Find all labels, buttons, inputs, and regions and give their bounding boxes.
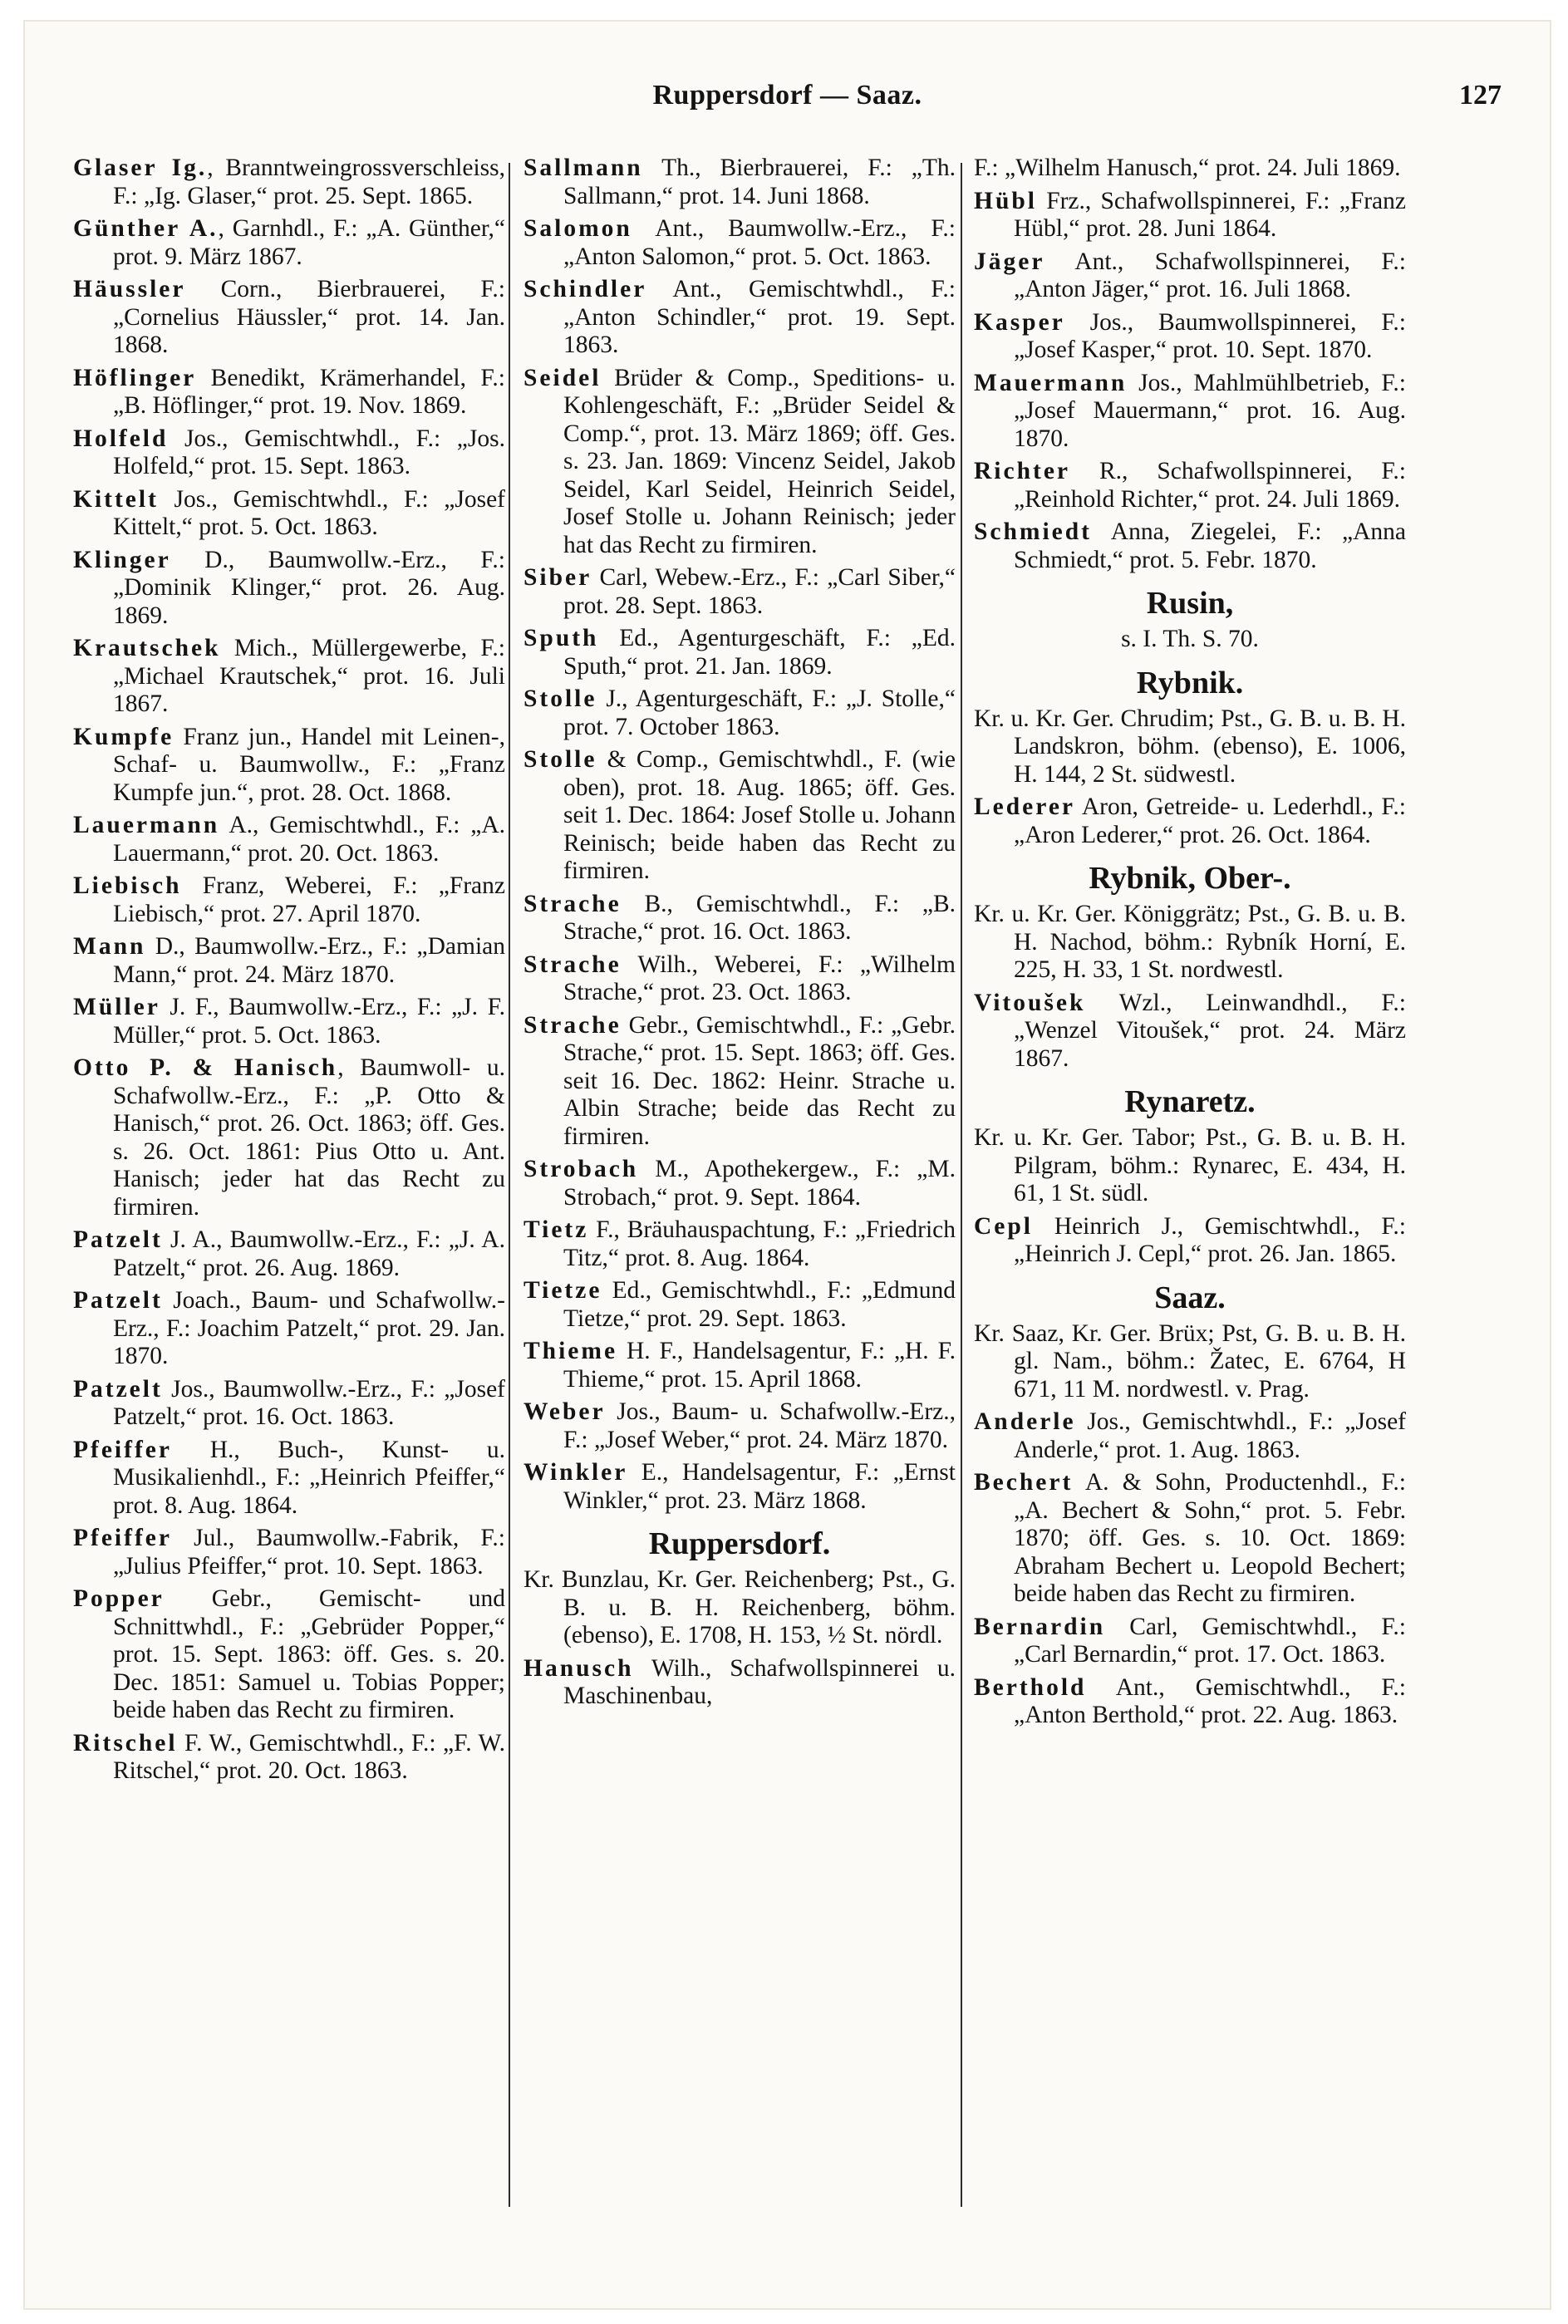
entry-text: F. W., Gemischtwhdl., F.: „F. W. Ritschel,“ prot. 20. Oct. 1863. — [113, 1729, 505, 1784]
entry-name: Kasper — [974, 308, 1065, 336]
entry-text: Ed., Agenturgeschäft, F.: „Ed. Sputh,“ prot. 21. Jan. 1869. — [563, 625, 956, 680]
entry-name: Tietze — [523, 1277, 602, 1304]
entry-text: R., Schafwollspinnerei, F.: „Reinhold Richter,“ prot. 24. Juli 1869. — [1014, 458, 1406, 513]
entry-text: D., Baumwollw.-Erz., F.: „Damian Mann,“ prot. 24. März 1870. — [113, 933, 505, 988]
entry-text: Franz, Weberei, F.: „Franz Liebisch,“ prot. 27. April 1870. — [113, 872, 505, 927]
directory-entry — [523, 276, 956, 360]
entry-text: H., Buch-, Kunst- u. Musikalienhdl., F.: „Heinrich Pfeiffer,“ prot. 8. Aug. 1864. — [113, 1436, 505, 1519]
entry-text: M., Apothekergew., F.: „M. Strobach,“ prot. 9. Sept. 1864. — [563, 1156, 956, 1211]
directory-entry — [974, 309, 1406, 365]
entry-name: Strobach — [523, 1156, 639, 1182]
directory-entry — [523, 1459, 956, 1515]
directory-entry — [523, 1012, 956, 1152]
column-2 — [523, 155, 956, 1716]
entry-text: B., Gemischtwhdl., F.: „B. Strache,“ prot. 16. Oct. 1863. — [563, 890, 956, 945]
directory-entry — [73, 1437, 505, 1521]
entry-text: Jos., Gemischtwhdl., F.: „Jos. Holfeld,“ prot. 15. Sept. 1863. — [113, 425, 505, 479]
entry-name: Anderle — [974, 1408, 1076, 1435]
entry-text: Jul., Baumwollw.-Fabrik, F.: „Julius Pfeiffer,“ prot. 10. Sept. 1863. — [113, 1525, 505, 1580]
entry-text: Wilh., Schafwollspinnerei u. Maschinenbau, — [563, 1654, 956, 1709]
directory-entry — [73, 812, 505, 867]
entry-name: Kumpfe — [73, 723, 174, 750]
directory-entry — [73, 1054, 505, 1221]
entry-name: Hübl — [974, 187, 1037, 214]
directory-entry — [523, 215, 956, 271]
place-heading: Ruppersdorf. — [648, 1526, 831, 1561]
entry-text: Aron, Getreide- u. Lederhdl., F.: „Aron Lederer,“ prot. 26. Oct. 1864. — [1014, 794, 1406, 848]
entry-name: Bernardin — [974, 1613, 1106, 1640]
entry-text: Jos., Baumwollspinnerei, F.: „Josef Kasper,“ prot. 10. Sept. 1870. — [1014, 308, 1406, 363]
entry-text: Carl, Webew.-Erz., F.: „Carl Siber,“ prot. 28. Sept. 1863. — [563, 564, 956, 619]
directory-entry — [974, 990, 1406, 1074]
column-1 — [73, 155, 505, 1791]
directory-entry — [523, 564, 956, 620]
entry-name: Günther A. — [73, 215, 219, 242]
entry-name: Holfeld — [73, 425, 169, 452]
entry-name: Schmiedt — [974, 518, 1092, 545]
entry-text: Wzl., Leinwandhdl., F.: „Wenzel Vitoušek,“ prot. 24. März 1867. — [1014, 989, 1406, 1072]
entry-name: Müller — [73, 994, 160, 1020]
entry-text: , Baumwoll- u. Schafwollw.-Erz., F.: „P. Otto & Hanisch,“ prot. 26. Oct. 1863; öff. Ges. s. 26. Oct. 1861: Pius Otto u. Ant. Hanisch; jeder hat das Recht zu firmiren. — [113, 1054, 505, 1221]
entry-name: Höflinger — [73, 364, 197, 391]
entry-name: Klinger — [73, 546, 171, 573]
entry-name: Seidel — [523, 364, 602, 391]
entry-name: Ritschel — [73, 1729, 178, 1757]
directory-entry — [523, 1398, 956, 1454]
entry-text: Corn., Bierbrauerei, F.: „Cornelius Häussler,“ prot. 14. Jan. 1868. — [113, 276, 505, 358]
entry-text: Ant., Baumwollw.-Erz., F.: „Anton Salomon,“ prot. 5. Oct. 1863. — [563, 215, 956, 270]
entry-text: F., Bräuhauspachtung, F.: „Friedrich Titz,“ prot. 8. Aug. 1864. — [563, 1216, 956, 1271]
place-info: Kr. u. Kr. Ger. Königgrätz; Pst., G. B. u. B. H. Nachod, böhm.: Rybník Horní, E. 225, H. 33, 1 St. nordwestl. — [974, 901, 1406, 983]
entry-name: Patzelt — [73, 1287, 163, 1314]
directory-entry — [73, 547, 505, 631]
entry-name: Berthold — [974, 1673, 1087, 1701]
directory-entry — [73, 724, 505, 808]
entry-name: Siber — [523, 564, 592, 591]
entry-text: Wilh., Weberei, F.: „Wilhelm Strache,“ prot. 23. Oct. 1863. — [563, 951, 956, 1005]
entry-text: H. F., Handelsagentur, F.: „H. F. Thieme,“ prot. 15. April 1868. — [563, 1338, 956, 1393]
entry-text: Ant., Gemischtwhdl., F.: „Anton Berthold,“ prot. 22. Aug. 1863. — [1014, 1673, 1406, 1728]
page-header — [25, 80, 1550, 130]
document-page — [23, 20, 1551, 2310]
entry-text: J. F., Baumwollw.-Erz., F.: „J. F. Müller,“ prot. 5. Oct. 1863. — [113, 994, 505, 1049]
entry-name: Strache — [523, 951, 622, 978]
place-heading: Rynaretz. — [1124, 1084, 1256, 1119]
directory-entry — [523, 1277, 956, 1333]
entry-name: Pfeiffer — [73, 1436, 172, 1463]
entry-text: Th., Bierbrauerei, F.: „Th. Sallmann,“ prot. 14. Juni 1868. — [563, 155, 956, 209]
place-heading: Rusin, — [1146, 586, 1234, 621]
running-title: Ruppersdorf — Saaz. — [652, 80, 922, 111]
page-number: 127 — [1459, 80, 1502, 111]
entry-text: A. & Sohn, Productenhdl., F.: „A. Bechert & Sohn,“ prot. 5. Febr. 1870; öff. Ges. s. 10. Oct. 1869: Abraham Bechert u. Leopold Bechert; beide haben das Recht zu firmiren. — [1014, 1469, 1406, 1607]
directory-entry — [73, 1525, 505, 1580]
entry-text: Ant., Gemischtwhdl., F.: „Anton Schindler,“ prot. 19. Sept. 1863. — [563, 276, 956, 358]
entry-text: Jos., Mahlmühlbetrieb, F.: „Josef Mauermann,“ prot. 16. Aug. 1870. — [1014, 369, 1406, 452]
entry-name: Salomon — [523, 215, 632, 242]
directory-entry — [73, 1585, 505, 1725]
entry-text: Ant., Schafwollspinnerei, F.: „Anton Jäger,“ prot. 16. Juli 1868. — [1014, 248, 1406, 302]
entry-text: Jos., Baum- u. Schafwollw.-Erz., F.: „Josef Weber,“ prot. 24. März 1870. — [563, 1398, 956, 1453]
entry-name: Sallmann — [523, 155, 643, 181]
entry-name: Liebisch — [73, 872, 182, 899]
entry-text: Ed., Gemischtwhdl., F.: „Edmund Tietze,“ prot. 29. Sept. 1863. — [563, 1277, 956, 1332]
entry-name: Glaser Ig. — [73, 155, 208, 181]
entry-text: , Branntweingrossverschleiss, F.: „Ig. Glaser,“ prot. 25. Sept. 1865. — [113, 155, 505, 209]
entry-text: Joach., Baum- und Schafwollw.-Erz., F.: Joachim Patzelt,“ prot. 29. Jan. 1870. — [113, 1287, 505, 1369]
entry-name: Weber — [523, 1398, 606, 1425]
place-heading: Rybnik. — [1136, 665, 1244, 700]
entry-name: Thieme — [523, 1338, 618, 1364]
entry-name: Stolle — [523, 685, 597, 712]
entry-name: Mauermann — [974, 369, 1128, 396]
entry-name: Otto P. & Hanisch — [73, 1054, 338, 1081]
entry-name: Pfeiffer — [73, 1525, 172, 1551]
place-info: F.: „Wilhelm Hanusch,“ prot. 24. Juli 1869. — [974, 155, 1401, 181]
entry-name: Jäger — [974, 248, 1045, 275]
place-info: Kr. u. Kr. Ger. Tabor; Pst., G. B. u. B. H. Pilgram, böhm.: Rynarec, E. 434, H. 61, 1 St. südl. — [974, 1124, 1406, 1206]
directory-entry — [73, 276, 505, 360]
directory-entry — [523, 951, 956, 1007]
entry-text: J., Agenturgeschäft, F.: „J. Stolle,“ prot. 7. October 1863. — [563, 685, 956, 740]
entry-name: Kittelt — [73, 485, 159, 513]
directory-entry — [974, 1408, 1406, 1464]
entry-name: Richter — [974, 458, 1071, 484]
entry-name: Hanusch — [523, 1654, 634, 1682]
directory-entry — [73, 425, 505, 481]
directory-entry — [523, 1216, 956, 1272]
directory-entry — [73, 994, 505, 1049]
directory-entry — [523, 625, 956, 680]
directory-entry — [523, 155, 956, 210]
directory-entry — [974, 1674, 1406, 1730]
directory-entry — [523, 685, 956, 741]
entry-text: , Garnhdl., F.: „A. Günther,“ prot. 9. März 1867. — [113, 215, 505, 270]
entry-name: Winkler — [523, 1459, 628, 1486]
directory-entry — [73, 155, 505, 210]
directory-entry — [73, 1730, 505, 1786]
directory-entry — [73, 1226, 505, 1282]
entry-text: D., Baumwollw.-Erz., F.: „Dominik Klinger,“ prot. 26. Aug. 1869. — [113, 546, 505, 629]
entry-text: E., Handelsagentur, F.: „Ernst Winkler,“ prot. 23. März 1868. — [563, 1459, 956, 1514]
place-heading: Saaz. — [1154, 1280, 1226, 1315]
place-heading: Rybnik, Ober-. — [1089, 861, 1291, 896]
entry-text: J. A., Baumwollw.-Erz., F.: „J. A. Patzelt,“ prot. 26. Aug. 1869. — [113, 1226, 505, 1281]
entry-name: Patzelt — [73, 1226, 163, 1253]
directory-entry — [523, 746, 956, 886]
entry-name: Strache — [523, 1011, 622, 1039]
entry-name: Sputh — [523, 625, 599, 651]
entry-name: Lederer — [974, 794, 1076, 820]
entry-text: Jos., Baumwollw.-Erz., F.: „Josef Patzelt,“ prot. 16. Oct. 1863. — [113, 1375, 505, 1430]
directory-entry — [73, 872, 505, 928]
entry-text: Benedikt, Krämerhandel, F.: „B. Höflinger,“ prot. 19. Nov. 1869. — [113, 364, 505, 419]
entry-text: Frz., Schafwollspinnerei, F.: „Franz Hübl,“ prot. 28. Juni 1864. — [1014, 187, 1406, 242]
entry-name: Popper — [73, 1585, 165, 1612]
directory-entry — [73, 1376, 505, 1432]
column-rule — [509, 163, 510, 2207]
entry-text: Mich., Müllergewerbe, F.: „Michael Krautschek,“ prot. 16. Juli 1867. — [113, 635, 505, 717]
place-info: Kr. Bunzlau, Kr. Ger. Reichenberg; Pst., G. B. u. B. H. Reichenberg, böhm. (ebenso), E. 1708, H. 153, ½ St. nördl. — [523, 1566, 956, 1648]
directory-entry — [523, 1655, 956, 1711]
entry-name: Strache — [523, 890, 622, 917]
directory-entry — [73, 486, 505, 542]
directory-entry — [73, 1287, 505, 1371]
column-rule — [961, 163, 962, 2207]
directory-entry — [523, 1338, 956, 1393]
entry-name: Cepl — [974, 1212, 1033, 1240]
entry-name: Bechert — [974, 1469, 1074, 1496]
directory-entry — [974, 518, 1406, 574]
entry-name: Vitoušek — [974, 989, 1086, 1016]
directory-entry — [73, 635, 505, 719]
directory-entry — [974, 458, 1406, 513]
entry-name: Stolle — [523, 746, 597, 773]
entry-name: Schindler — [523, 276, 647, 302]
directory-entry — [523, 1156, 956, 1211]
directory-entry — [974, 1614, 1406, 1669]
entry-text: Jos., Gemischtwhdl., F.: „Josef Anderle,“ prot. 1. Aug. 1863. — [1014, 1408, 1406, 1463]
place-info: s. I. Th. S. 70. — [1121, 626, 1259, 652]
entry-text: Franz jun., Handel mit Leinen-, Schaf- u. Baumwollw., F.: „Franz Kumpfe jun.“, prot. 28. Oct. 1868. — [113, 723, 505, 806]
entry-text: Gebr., Gemischtwhdl., F.: „Gebr. Strache,“ prot. 15. Sept. 1863; öff. Ges. seit 16. Dec. 1862: Heinr. Strache u. Albin Strache; beide das Recht zu firmiren. — [563, 1011, 956, 1150]
entry-text: Carl, Gemischtwhdl., F.: „Carl Bernardin,“ prot. 17. Oct. 1863. — [1014, 1613, 1406, 1668]
directory-entry — [523, 891, 956, 946]
entry-name: Tietz — [523, 1216, 589, 1243]
entry-text: Heinrich J., Gemischtwhdl., F.: „Heinrich J. Cepl,“ prot. 26. Jan. 1865. — [1014, 1212, 1406, 1267]
entry-name: Krautschek — [73, 635, 221, 661]
directory-entry — [974, 794, 1406, 849]
directory-entry — [974, 1213, 1406, 1269]
directory-entry — [974, 370, 1406, 454]
directory-entry — [73, 215, 505, 271]
column-3 — [974, 155, 1406, 1735]
place-info: Kr. u. Kr. Ger. Chrudim; Pst., G. B. u. B. H. Landskron, böhm. (ebenso), E. 1006, H. 144, 2 St. südwestl. — [974, 705, 1406, 788]
directory-entry — [974, 188, 1406, 243]
directory-entry — [523, 365, 956, 560]
directory-entry — [974, 1469, 1406, 1609]
directory-entry — [73, 365, 505, 420]
entry-name: Häussler — [73, 276, 186, 302]
place-info: Kr. Saaz, Kr. Ger. Brüx; Pst, G. B. u. B. H. gl. Nam., böhm.: Žatec, E. 6764, H 671, 11 M. nordwestl. v. Prag. — [974, 1319, 1406, 1403]
entry-name: Patzelt — [73, 1375, 163, 1403]
directory-entry — [974, 248, 1406, 304]
entry-text: Anna, Ziegelei, F.: „Anna Schmiedt,“ prot. 5. Febr. 1870. — [1014, 518, 1406, 573]
directory-entry — [73, 933, 505, 989]
entry-name: Lauermann — [73, 812, 220, 838]
entry-text: A., Gemischtwhdl., F.: „A. Lauermann,“ prot. 20. Oct. 1863. — [113, 812, 505, 867]
entry-text: Gebr., Gemischt- und Schnittwhdl., F.: „Gebrüder Popper,“ prot. 15. Sept. 1863: öff. Ges. s. 20. Dec. 1851: Samuel u. Tobias Popper; beide haben das Recht zu firmiren. — [113, 1585, 505, 1723]
entry-text: Jos., Gemischtwhdl., F.: „Josef Kittelt,“ prot. 5. Oct. 1863. — [113, 485, 505, 540]
entry-text: Brüder & Comp., Speditions- u. Kohlengeschäft, F.: „Brüder Seidel & Comp.“, prot. 13. März 1869; öff. Ges. s. 23. Jan. 1869: Vincenz Seidel, Jakob Seidel, Karl Seidel, Heinrich Seidel, Josef Stolle u. Johann Reinisch; jeder hat das Recht zu firmiren. — [563, 364, 956, 558]
entry-text: & Comp., Gemischtwhdl., F. (wie oben), prot. 18. Aug. 1865; öff. Ges. seit 1. Dec. 1864: Josef Stolle u. Johann Reinisch; beide haben das Recht zu firmiren. — [563, 746, 956, 884]
entry-name: Mann — [73, 933, 146, 960]
